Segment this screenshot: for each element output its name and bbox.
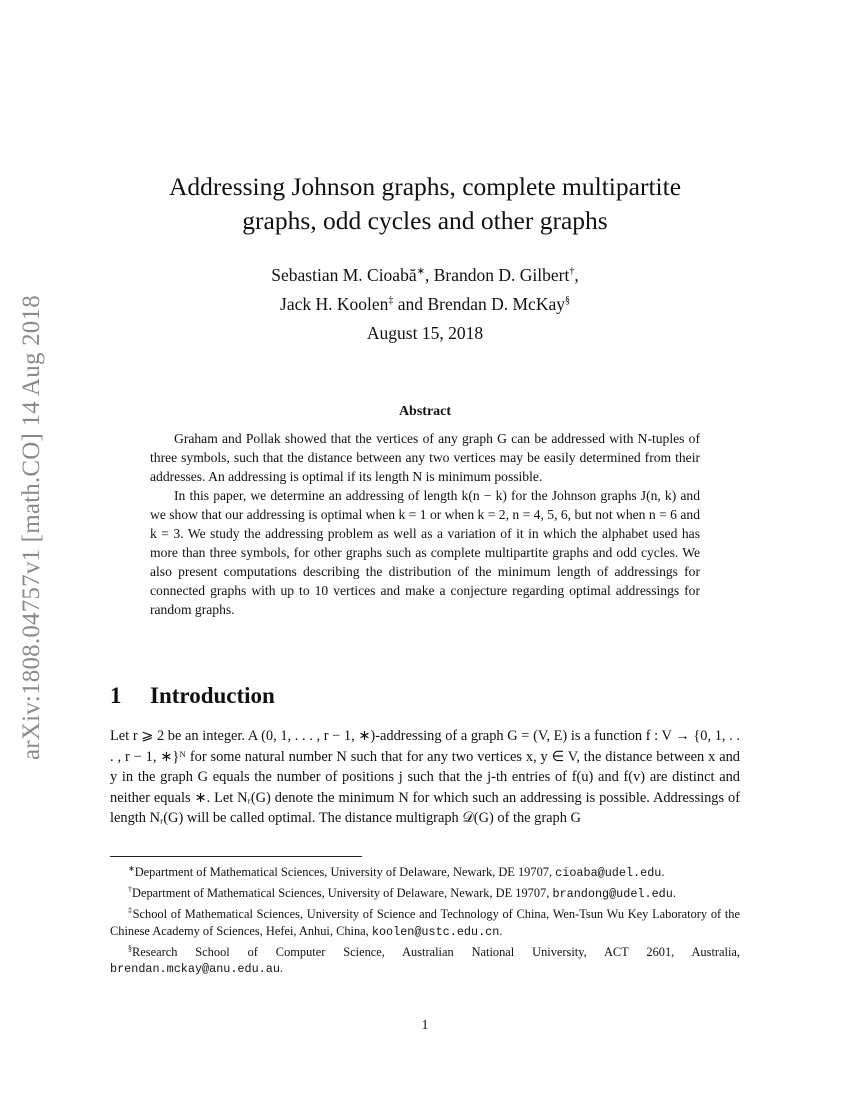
email-link[interactable]: koolen@ustc.edu.cn	[371, 924, 500, 939]
footnote-mark: †	[128, 884, 132, 894]
abstract-paragraph-2: In this paper, we determine an addressing of length k(n − k) for the Johnson graphs J(n, k) and we show that our addressing is optimal when k = 1 or when k = 2, n = 4, 5, 6, but not when n = 6 and k = 3. We study the addressing problem as well as a variation of it in which the alphabet used has more than three symbols, for other graphs such as complete multipartite graphs and odd cycles. We also present computations describing the distribution of the minimum length of addressings for connected graphs with up to 10 vertices and make a conjecture regarding optimal addressings for random graphs.	[150, 488, 700, 617]
author-mark: §	[564, 294, 570, 306]
author-mark: ∗	[416, 266, 425, 277]
footnote-item	[110, 941, 740, 979]
abstract-heading: Abstract	[398, 404, 452, 419]
arxiv-identifier-stamp: arXiv:1808.04757v1 [math.CO] 14 Aug 2018	[18, 295, 45, 760]
section-number: 1	[110, 683, 122, 708]
author-mark: ‡	[388, 294, 394, 306]
author-gilbert: Brandon D. Gilbert	[433, 264, 570, 285]
footnote-item	[110, 882, 740, 903]
footnote-text: Department of Mathematical Sciences, University of Delaware, Newark, DE 19707,	[134, 865, 553, 880]
email-link[interactable]: brandong@udel.edu	[552, 887, 673, 902]
footnote-item	[110, 903, 740, 941]
footnote-tail: .	[672, 886, 676, 901]
author-separator: ,	[424, 264, 434, 285]
author-line-2	[110, 288, 740, 317]
footnotes	[110, 861, 740, 978]
section-heading	[110, 683, 275, 709]
footnote-tail: .	[499, 923, 503, 938]
section-title: Introduction	[150, 683, 275, 708]
author-list	[110, 259, 740, 317]
abstract-paragraph-1: Graham and Pollak showed that the vertices of any graph G can be addressed with N-tuples of three symbols, such that the distance between any two vertices may be easily determined from their addresses. An addressing is optimal if its length N is minimum possible.	[150, 431, 700, 484]
publication-date: August 15, 2018	[366, 323, 484, 343]
author-conjunction: and	[393, 293, 428, 314]
author-separator: ,	[574, 264, 579, 285]
footnote-mark: ∗	[128, 864, 135, 873]
introduction-paragraph-1: Let r ⩾ 2 be an integer. A (0, 1, . . . , r − 1, ∗)-addressing of a graph G = (V, E) is a function f : V → {0, 1, . . . , r − 1, ∗}ᴺ for some natural number N such that for any two vertices x, y ∈ V, the distance between x and y in the graph G equals the number of positions j such that the j-th entries of f(u) and f(v) are distinct and neither equals ∗. Let Nᵣ(G) denote the minimum N for which such an addressing is possible. Addressings of length Nᵣ(G) will be called optimal. The distance multigraph 𝒟(G) of the graph G	[110, 728, 740, 827]
author-mckay: Brendan D. McKay	[427, 293, 565, 314]
footnote-rule	[110, 856, 362, 857]
introduction-body	[110, 726, 740, 829]
author-cioaba: Sebastian M. Cioabă	[271, 264, 417, 285]
footnote-mark: §	[128, 943, 132, 953]
email-link[interactable]: cioaba@udel.edu	[555, 866, 662, 881]
footnote-item	[110, 861, 740, 882]
footnote-text: Department of Mathematical Sciences, University of Delaware, Newark, DE 19707,	[132, 886, 550, 901]
footnote-tail: .	[279, 961, 284, 976]
abstract-body	[150, 429, 700, 619]
footnote-mark: ‡	[128, 905, 133, 915]
footnote-text: Research School of Computer Science, Australian National University, ACT 2601, Australia,	[132, 944, 740, 959]
author-mark: †	[569, 266, 575, 277]
title-line-1: Addressing Johnson graphs, complete multipartite	[168, 172, 682, 201]
paper-title	[110, 170, 740, 238]
footnote-tail: .	[661, 865, 665, 880]
author-line-1	[110, 259, 740, 288]
title-line-2: graphs, odd cycles and other graphs	[242, 206, 608, 235]
author-koolen: Jack H. Koolen	[280, 293, 389, 314]
page-number: 1	[421, 1018, 429, 1033]
email-link[interactable]: brendan.mckay@anu.edu.au	[110, 962, 280, 977]
footnote-text: School of Mathematical Sciences, University of Science and Technology of China, Wen-Tsun Wu Key Laboratory of the Chinese Academy of Sciences, Hefei, Anhui, China,	[110, 906, 741, 938]
